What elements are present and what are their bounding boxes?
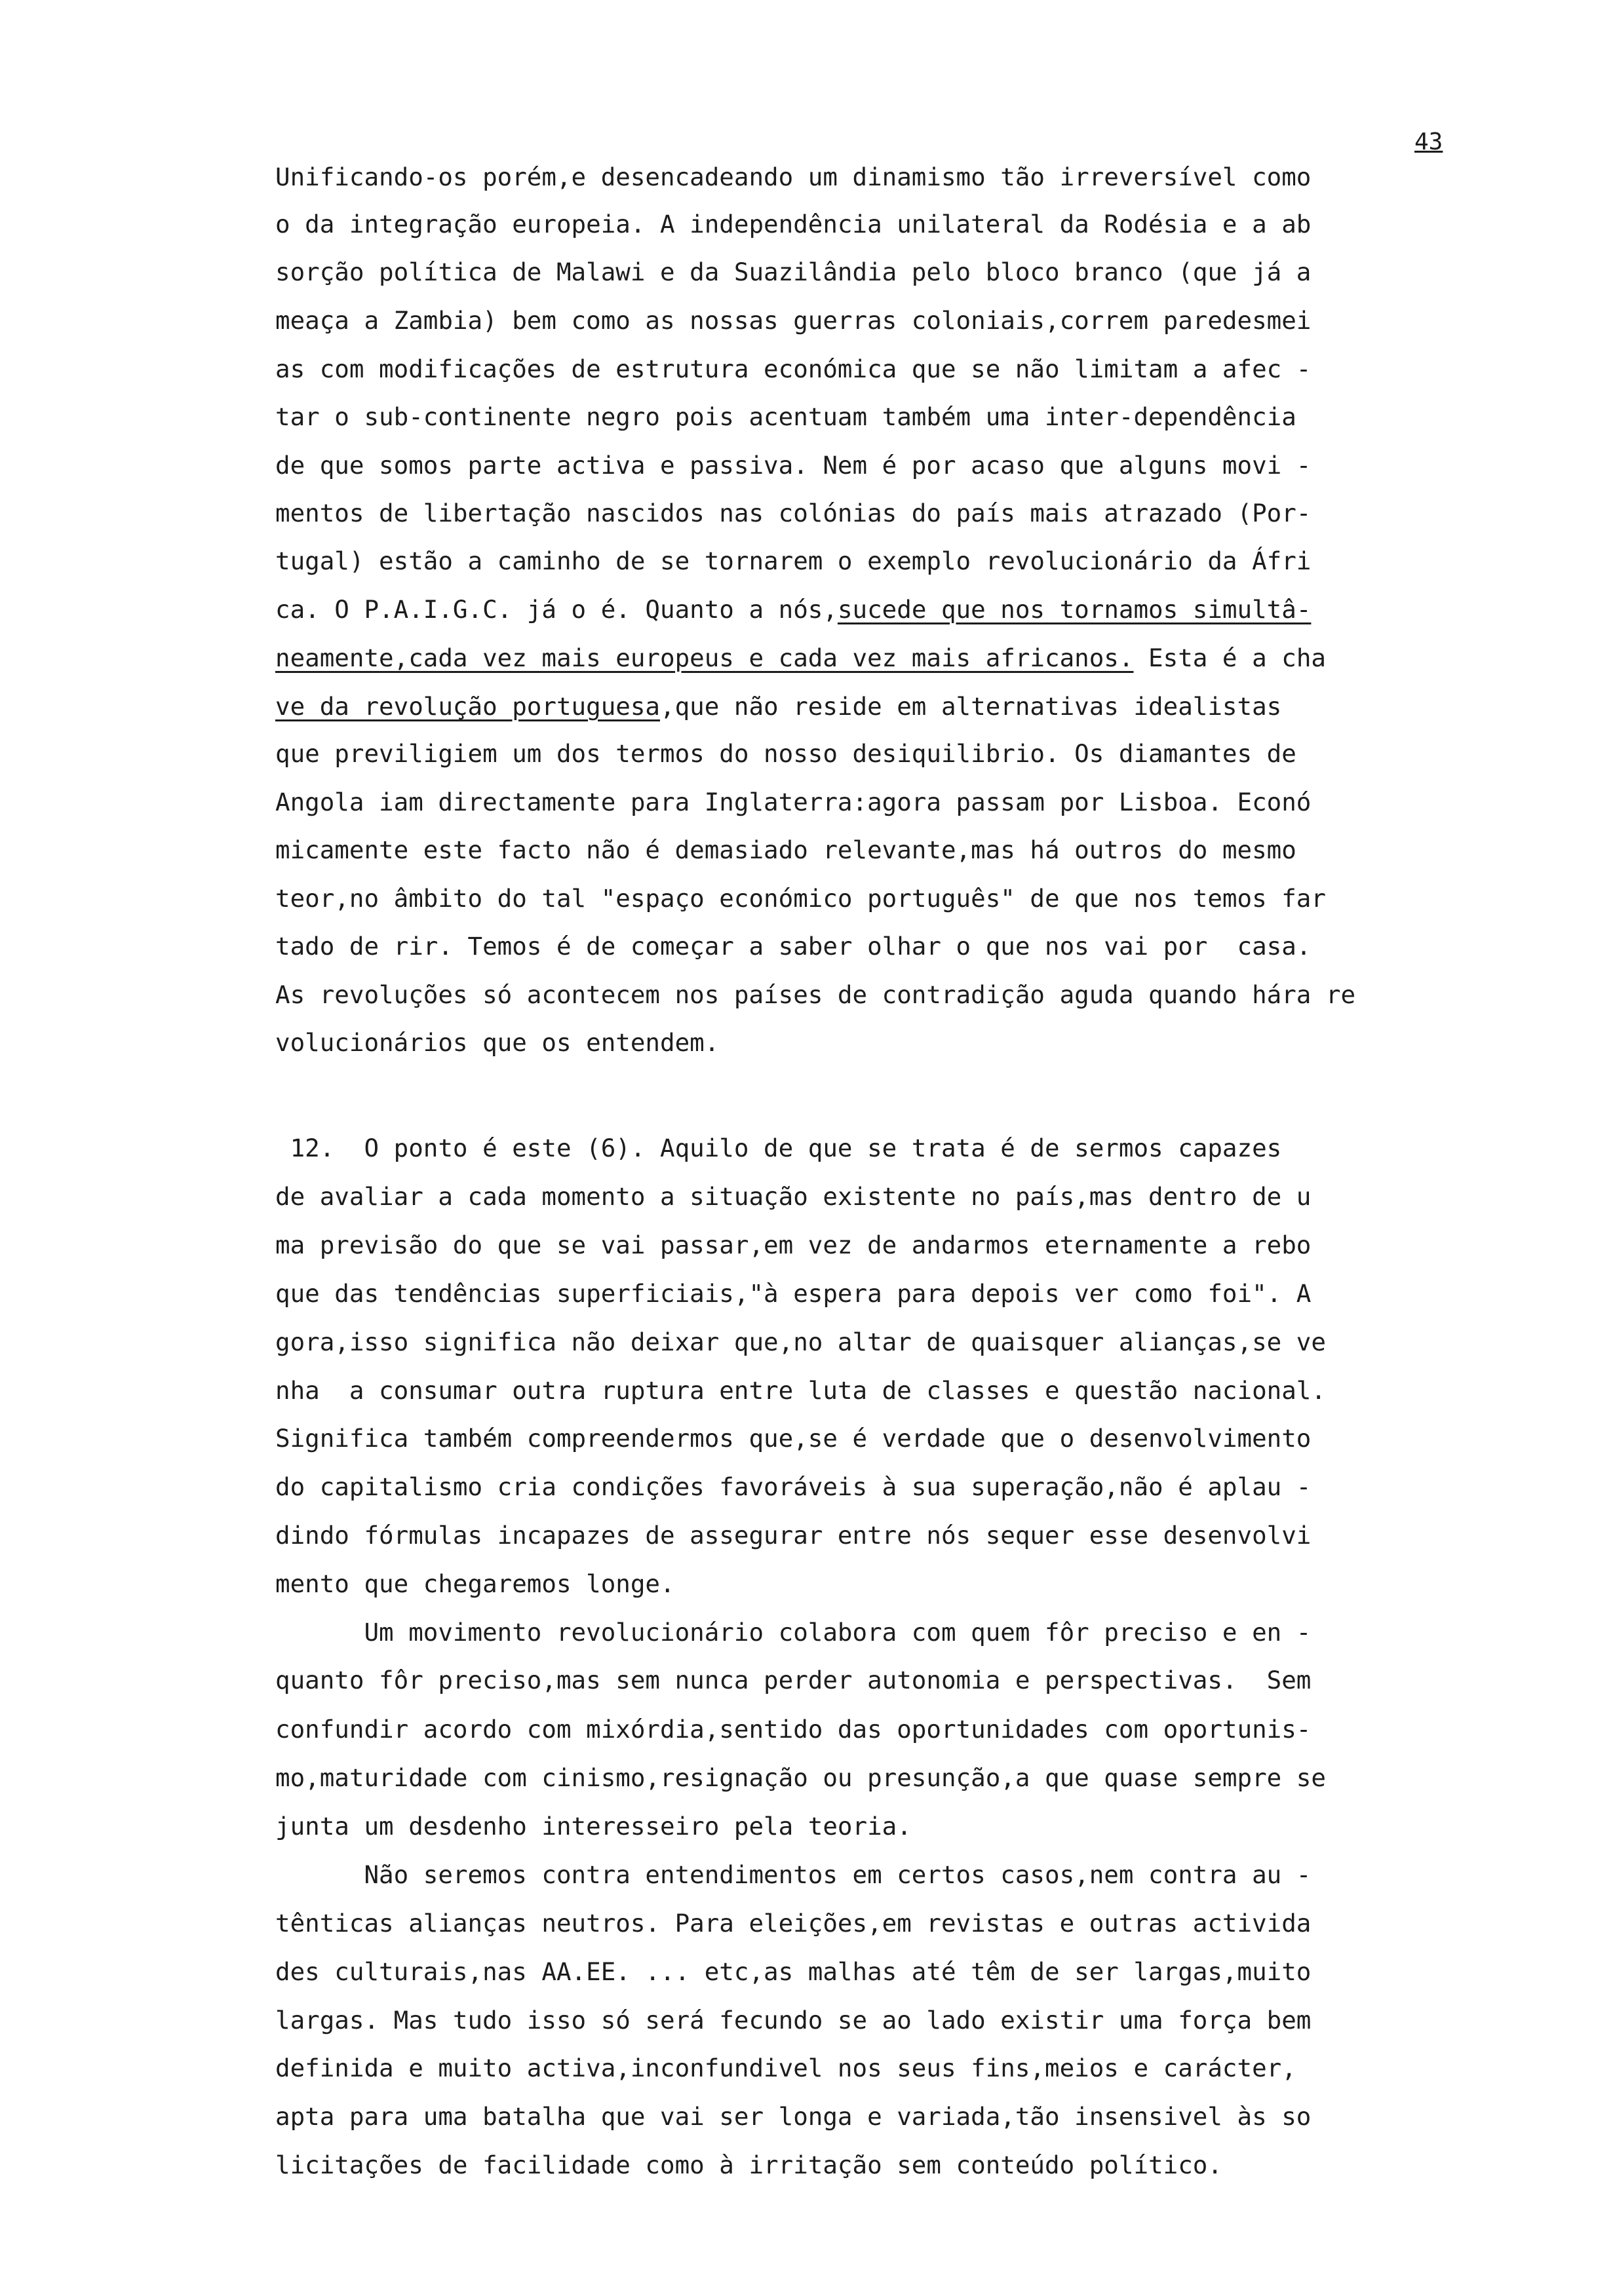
text-line xyxy=(275,1618,1508,1647)
text-segment: definida e muito activa,inconfundivel nos seus fins,meios e carácter, xyxy=(275,2054,1296,2082)
text-segment: as com modificações de estrutura económica que se não limitam a afec - xyxy=(275,354,1312,383)
page-number: 43 xyxy=(1414,128,1443,155)
text-segment: sorção política de Malawi e da Suazilândia pelo bloco branco (que já a xyxy=(275,258,1312,286)
text-line xyxy=(275,2151,1508,2179)
text-segment: apta para uma batalha que vai ser longa e variada,tão insensivel às so xyxy=(275,2102,1312,2131)
text-segment: de avaliar a cada momento a situação existente no país,mas dentro de u xyxy=(275,1182,1312,1211)
text-segment: largas. Mas tudo isso só será fecundo se ao lado existir uma força bem xyxy=(275,2006,1312,2035)
text-segment: dindo fórmulas incapazes de assegurar entre nós sequer esse desenvolvi xyxy=(275,1521,1312,1550)
text-segment: tênticas alianças neutros. Para eleições,em revistas e outras activida xyxy=(275,1909,1312,1938)
text-segment: junta um desdenho interesseiro pela teoria. xyxy=(275,1812,912,1841)
text-segment: teor,no âmbito do tal "espaço económico português" de que nos temos far xyxy=(275,884,1326,913)
text-segment: do capitalismo cria condições favoráveis à sua superação,não é aplau - xyxy=(275,1472,1312,1501)
text-line xyxy=(275,1182,1508,1211)
text-line xyxy=(275,163,1508,191)
underlined-text: neamente,cada vez mais europeus e cada vez mais africanos. xyxy=(275,643,1134,672)
text-line xyxy=(275,788,1508,816)
text-line xyxy=(275,595,1508,624)
text-line xyxy=(275,835,1508,864)
text-segment: de que somos parte activa e passiva. Nem é por acaso que alguns movi - xyxy=(275,451,1312,480)
text-segment: ca. O P.A.I.G.C. já o é. Quanto a nós, xyxy=(275,595,838,624)
text-segment: o da integração europeia. A independência unilateral da Rodésia e a ab xyxy=(275,210,1312,239)
text-line xyxy=(275,1521,1508,1550)
text-line xyxy=(275,402,1508,431)
text-line xyxy=(275,210,1508,239)
text-line xyxy=(275,354,1508,383)
text-segment: As revoluções só acontecem nos países de contradição aguda quando hára re xyxy=(275,980,1356,1009)
text-segment: mentos de libertação nascidos nas colónias do país mais atrazado (Por- xyxy=(275,499,1312,527)
text-line xyxy=(275,1763,1508,1792)
text-line xyxy=(275,692,1508,721)
text-segment: nha a consumar outra ruptura entre luta de classes e questão nacional. xyxy=(275,1376,1326,1405)
text-line xyxy=(275,1231,1508,1259)
text-line xyxy=(275,546,1508,575)
text-segment: tar o sub-continente negro pois acentuam também uma inter-dependência xyxy=(275,402,1296,431)
text-line xyxy=(275,643,1508,672)
text-segment: volucionários que os entendem. xyxy=(275,1028,720,1057)
text-line xyxy=(275,1909,1508,1938)
text-segment: meaça a Zambia) bem como as nossas guerras coloniais,correm paredesmei xyxy=(275,306,1312,335)
text-segment: Não seremos contra entendimentos em certos casos,nem contra au - xyxy=(275,1860,1312,1889)
text-line xyxy=(275,1569,1508,1598)
text-line xyxy=(275,1812,1508,1841)
underlined-text: sucede que nos tornamos simultâ- xyxy=(837,595,1312,624)
text-segment: que previligiem um dos termos do nosso desiquilibrio. Os diamantes de xyxy=(275,739,1296,768)
text-segment: licitações de facilidade como à irritação sem conteúdo político. xyxy=(275,2151,1222,2179)
text-segment: 12. O ponto é este (6). Aquilo de que se trata é de sermos capazes xyxy=(275,1134,1282,1162)
text-segment: Angola iam directamente para Inglaterra:agora passam por Lisboa. Econó xyxy=(275,788,1312,816)
text-line xyxy=(275,739,1508,768)
text-line xyxy=(275,932,1508,961)
text-line xyxy=(275,306,1508,335)
text-segment: gora,isso significa não deixar que,no altar de quaisquer alianças,se ve xyxy=(275,1328,1326,1356)
text-line xyxy=(275,980,1508,1009)
text-line xyxy=(275,1715,1508,1744)
text-segment: Esta é a cha xyxy=(1133,643,1326,672)
text-line xyxy=(275,258,1508,286)
text-line xyxy=(275,1279,1508,1308)
text-line xyxy=(275,2006,1508,2035)
text-line xyxy=(275,1860,1508,1889)
text-segment: des culturais,nas AA.EE. ... etc,as malhas até têm de ser largas,muito xyxy=(275,1957,1312,1986)
text-segment: ,que não reside em alternativas idealistas xyxy=(660,692,1282,721)
text-segment: tado de rir. Temos é de começar a saber olhar o que nos vai por casa. xyxy=(275,932,1312,961)
text-line xyxy=(275,2054,1508,2082)
text-line xyxy=(275,1134,1508,1162)
text-segment: Unificando-os porém,e desencadeando um dinamismo tão irreversível como xyxy=(275,163,1312,191)
text-line xyxy=(275,884,1508,913)
text-line xyxy=(275,499,1508,527)
text-segment: tugal) estão a caminho de se tornarem o exemplo revolucionário da Áfri xyxy=(275,546,1312,575)
text-line xyxy=(275,1957,1508,1986)
text-line xyxy=(275,451,1508,480)
text-segment: ma previsão do que se vai passar,em vez de andarmos eternamente a rebo xyxy=(275,1231,1312,1259)
text-segment: mento que chegaremos longe. xyxy=(275,1569,675,1598)
text-line xyxy=(275,1424,1508,1453)
text-segment: Um movimento revolucionário colabora com quem fôr preciso e en - xyxy=(275,1618,1312,1647)
text-segment: quanto fôr preciso,mas sem nunca perder autonomia e perspectivas. Sem xyxy=(275,1666,1312,1694)
text-segment: mo,maturidade com cinismo,resignação ou presunção,a que quase sempre se xyxy=(275,1763,1326,1792)
text-line xyxy=(275,1376,1508,1405)
underlined-text: ve da revolução portuguesa xyxy=(275,692,660,721)
text-segment: confundir acordo com mixórdia,sentido das oportunidades com oportunis- xyxy=(275,1715,1312,1744)
text-line xyxy=(275,2102,1508,2131)
text-line xyxy=(275,1328,1508,1356)
text-segment: Significa também compreendermos que,se é verdade que o desenvolvimento xyxy=(275,1424,1312,1453)
text-line xyxy=(275,1666,1508,1694)
text-segment: micamente este facto não é demasiado relevante,mas há outros do mesmo xyxy=(275,835,1296,864)
text-line xyxy=(275,1028,1508,1057)
text-segment: que das tendências superficiais,"à espera para depois ver como foi". A xyxy=(275,1279,1312,1308)
text-line xyxy=(275,1472,1508,1501)
